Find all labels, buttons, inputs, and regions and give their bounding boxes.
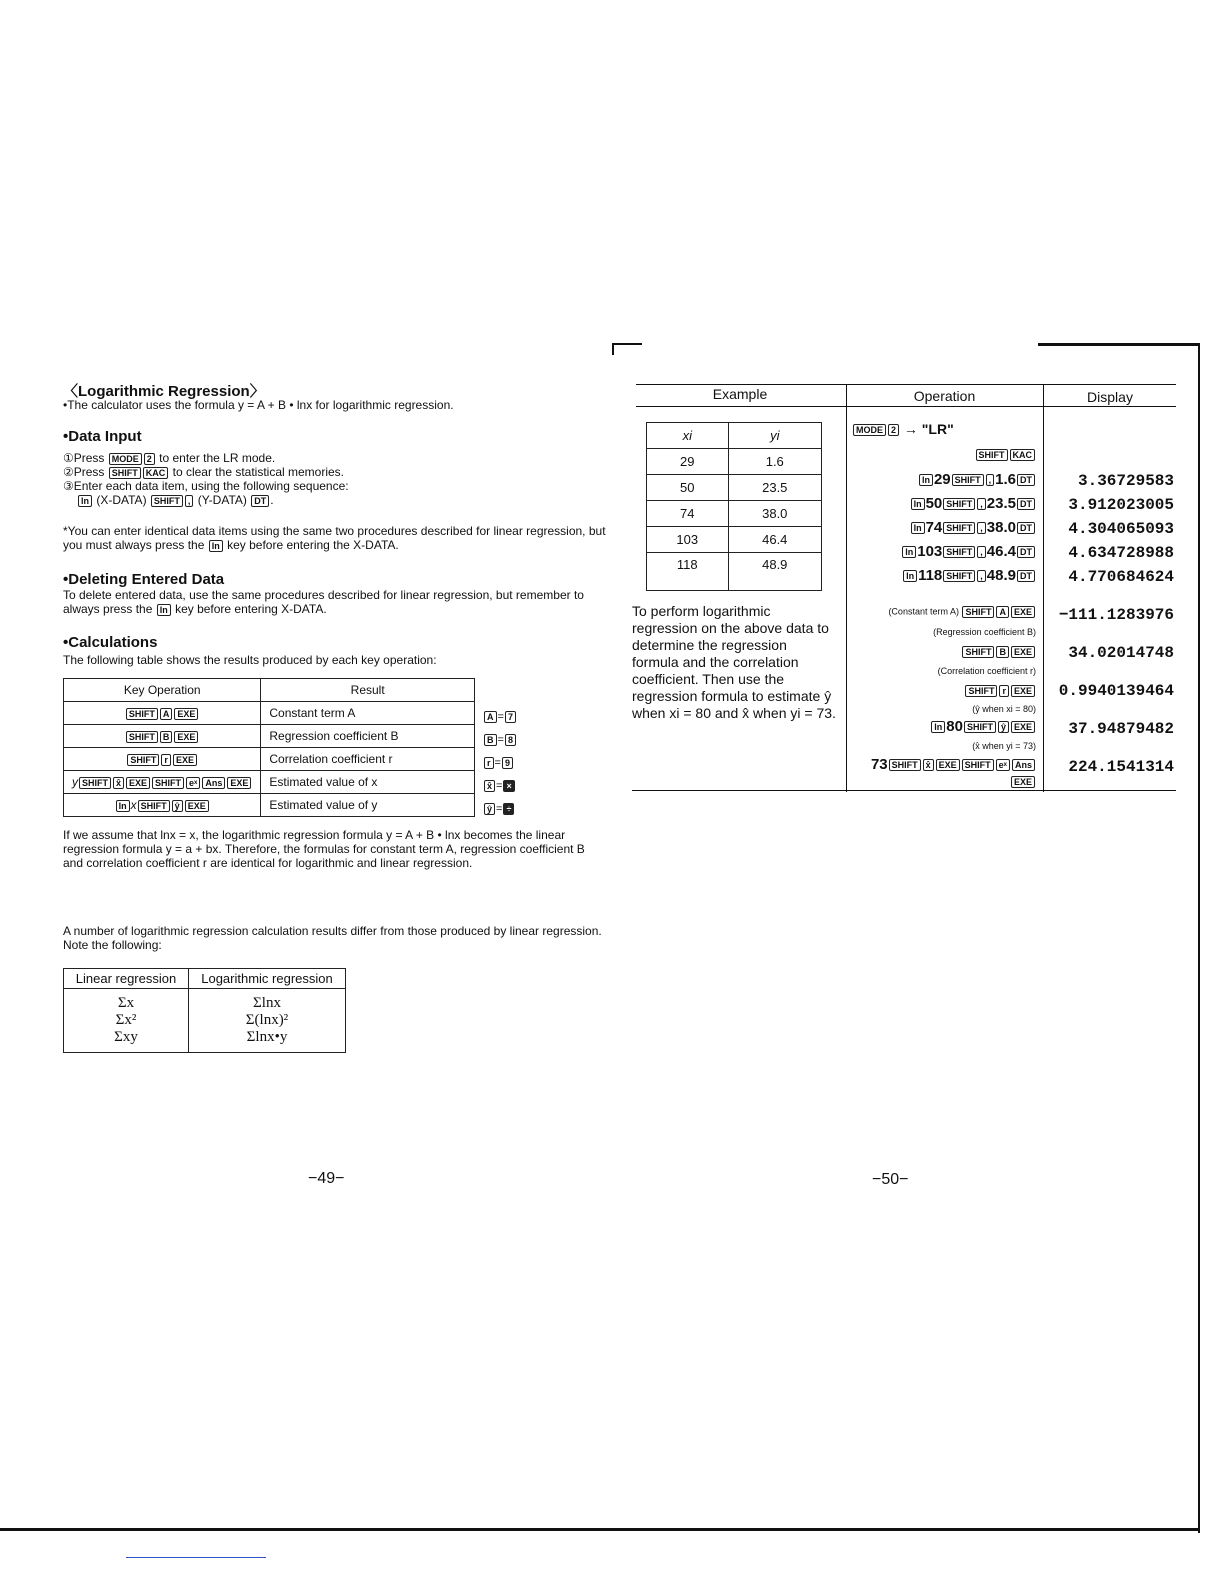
exe-key: EXE [1011, 776, 1035, 788]
b-key: B [996, 646, 1009, 658]
note-text: *You can enter identical data items using the same two procedures described for linear regression, but you must always press the [63, 524, 606, 552]
ln-key: ln [209, 540, 223, 552]
exe-key: EXE [126, 777, 150, 789]
yi-cell: 46.4 [728, 527, 821, 553]
exe-key: EXE [227, 777, 251, 789]
shift-key: SHIFT [79, 777, 111, 789]
exe-key: EXE [1011, 685, 1035, 697]
page-number-right: −50− [872, 1171, 909, 1188]
assume-paragraph: If we assume that lnx = x, the logarithmic regression formula y = A + B • lnx becomes the linear regression formula y = a + bx. Therefore, the formulas for constant term A, regression coefficient B and correlation coefficient r are identical for logarithmic and linear regression. [63, 828, 585, 870]
shift-key: SHIFT [952, 474, 984, 486]
table-row [64, 794, 475, 817]
example-explanation: To perform logarithmic regression on the above data to determine the regression formula and the correlation coefficient. Then use the regression formula to estimate ŷ when xi = 80 and x̂ when yi = 73. [632, 603, 836, 721]
data-input-note [63, 524, 608, 552]
exe-key: EXE [936, 759, 960, 771]
comparison-table [63, 968, 346, 1053]
comma-key: , [977, 498, 986, 510]
key-sequence [64, 725, 261, 748]
y-value: 48.9 [986, 567, 1016, 584]
equals: = [496, 780, 503, 792]
intro-text: •The calculator uses the formula y = A + B • lnx for logarithmic regression. [63, 398, 454, 412]
differ-paragraph: A number of logarithmic regression calculation results differ from those produced by linear regression. Note the following: [63, 924, 602, 952]
y-value: 1.6 [995, 471, 1016, 488]
formula: Σlnx•y [246, 1029, 288, 1045]
eight-key: 8 [505, 734, 516, 746]
corner-mark [612, 343, 642, 345]
nine-key: 9 [502, 757, 513, 769]
xi-cell: 118 [647, 553, 729, 591]
yi-cell: 1.6 [728, 449, 821, 475]
result-cell: Correlation coefficient r [261, 748, 475, 771]
col-xi: xi [647, 423, 729, 449]
log-formulas [189, 989, 346, 1053]
ex-key: eˣ [186, 777, 200, 789]
ans-key: Ans [1012, 759, 1035, 771]
shift-key: SHIFT [964, 721, 996, 733]
table-row [647, 449, 822, 475]
dt-key: DT [1017, 522, 1035, 534]
shift-key: SHIFT [962, 646, 994, 658]
formula: Σx [117, 995, 135, 1011]
divide-key: ÷ [503, 803, 514, 815]
shift-key: SHIFT [976, 449, 1008, 461]
table-row [647, 553, 822, 591]
y-value: 46.4 [986, 543, 1016, 560]
dt-key: DT [1017, 570, 1035, 582]
table-row [647, 501, 822, 527]
result-cell: Estimated value of x [261, 771, 475, 794]
table-row [64, 702, 475, 725]
display-value: 3.912023005 [1068, 496, 1174, 514]
shift-key: SHIFT [151, 495, 183, 507]
a-key: A [996, 606, 1009, 618]
exe-key: EXE [1011, 721, 1035, 733]
xi-cell: 29 [647, 449, 729, 475]
r-key: r [161, 754, 171, 766]
xhat-key: x̂ [923, 759, 934, 771]
table-row [647, 527, 822, 553]
blue-line [126, 1557, 266, 1558]
ln-key: ln [911, 498, 925, 510]
table-row [64, 748, 475, 771]
table-row [64, 771, 475, 794]
deleting-heading: •Deleting Entered Data [63, 571, 225, 588]
shift-key: SHIFT [152, 777, 184, 789]
mode-key: MODE [109, 453, 142, 465]
result-operation [850, 643, 1036, 660]
a-key: A [484, 711, 497, 723]
key-2: 2 [888, 424, 899, 436]
calculations-heading: •Calculations [63, 634, 158, 651]
mode-key: MODE [853, 424, 886, 436]
x-value: 74 [925, 519, 943, 536]
top-rule [1038, 343, 1200, 346]
key-sequence [64, 702, 261, 725]
formula: Σlnx [253, 995, 281, 1011]
ln-key: ln [911, 522, 925, 534]
result-label: (ŷ when xi = 80) [972, 704, 1036, 714]
bottom-rule [632, 790, 1176, 791]
yi-cell: 23.5 [728, 475, 821, 501]
yhat-key: ŷ [998, 721, 1009, 733]
x-value: 103 [917, 543, 943, 560]
col-result: Result [261, 679, 475, 702]
linear-formulas [64, 989, 189, 1053]
display-value: 3.36729583 [1077, 472, 1174, 490]
formula: Σ(lnx)² [245, 1012, 289, 1028]
shift-key: SHIFT [965, 685, 997, 697]
kac-key: KAC [143, 467, 169, 479]
x-var: x [130, 798, 137, 812]
col-key-operation: Key Operation [64, 679, 261, 702]
exe-key: EXE [174, 708, 198, 720]
x-value: 118 [918, 567, 943, 584]
ln-key: ln [931, 721, 945, 733]
x-value: 29 [933, 471, 951, 488]
display-value: 4.304065093 [1068, 520, 1174, 538]
shift-key: SHIFT [889, 759, 921, 771]
xhat-key: x̂ [484, 780, 495, 792]
xhat-key: x̂ [113, 777, 124, 789]
col-logarithmic: Logarithmic regression [189, 969, 346, 989]
dt-key: DT [1017, 498, 1035, 510]
ln-key: ln [919, 474, 933, 486]
result-cell: Constant term A [261, 702, 475, 725]
comma-key: , [185, 495, 194, 507]
equals: = [497, 734, 504, 746]
entry-operation [850, 543, 1036, 560]
result-operation [850, 718, 1036, 735]
deleting-body: To delete entered data, use the same procedures described for linear regression, but remember to always press the [63, 588, 584, 616]
display-value: 0.9940139464 [1058, 682, 1174, 700]
display-value: 34.02014748 [1068, 644, 1174, 662]
entry-operation [850, 519, 1036, 536]
equals: = [496, 803, 503, 815]
display-value: 4.770684624 [1068, 568, 1174, 586]
step2-pre: ②Press [63, 465, 105, 479]
equals: = [494, 757, 501, 769]
y-data-label: (Y-DATA) [197, 493, 247, 507]
ln-key: ln [157, 604, 171, 616]
shift-key: SHIFT [127, 754, 159, 766]
result-label: (Constant term A) [888, 606, 959, 617]
page-number-left: −49− [308, 1170, 345, 1187]
ln-key: ln [78, 495, 92, 507]
bottom-page-rule [0, 1528, 1200, 1531]
equals: = [497, 711, 504, 723]
comma-key: , [986, 474, 995, 486]
deleting-text [63, 588, 608, 616]
data-input-heading: •Data Input [63, 428, 142, 445]
shift-key: SHIFT [962, 759, 994, 771]
input-value: 80 [946, 718, 963, 735]
key-2: 2 [144, 453, 155, 465]
result-label: (Regression coefficient B) [933, 627, 1036, 637]
y-var: y [72, 775, 78, 789]
result-operation [850, 606, 1036, 618]
r-key: r [484, 757, 494, 769]
step2-post: to clear the statistical memories. [172, 465, 345, 479]
dt-key: DT [1017, 546, 1035, 558]
ans-key: Ans [202, 777, 225, 789]
shift-key: SHIFT [943, 546, 975, 558]
xi-cell: 74 [647, 501, 729, 527]
yhat-key: ŷ [484, 803, 495, 815]
ln-key: ln [116, 800, 130, 812]
shift-key: SHIFT [943, 498, 975, 510]
display-value: −111.1283976 [1058, 606, 1174, 624]
col-yi: yi [728, 423, 821, 449]
table-row [647, 475, 822, 501]
header-rule-top [636, 384, 1176, 385]
dt-key: DT [251, 495, 269, 507]
exe-key: EXE [173, 754, 197, 766]
step1-pre: ①Press [63, 451, 105, 465]
seven-key: 7 [505, 711, 516, 723]
kac-key: KAC [1010, 449, 1036, 461]
display-value: 37.94879482 [1068, 720, 1174, 738]
step1-post: to enter the LR mode. [159, 451, 276, 465]
corner-mark [612, 343, 614, 355]
r-key: r [999, 685, 1009, 697]
exe-key: EXE [1011, 646, 1035, 658]
x-data-label: (X-DATA) [96, 493, 147, 507]
table-row [64, 725, 475, 748]
result-operation [850, 682, 1036, 699]
col-linear: Linear regression [64, 969, 189, 989]
yhat-key: ŷ [172, 800, 183, 812]
mode-operation [852, 421, 954, 437]
step3: ③Enter each data item, using the following sequence: [63, 479, 349, 493]
col-operation: Operation [913, 388, 976, 404]
key-sequence [64, 748, 261, 771]
b-key: B [484, 734, 497, 746]
mode-result: → "LR" [903, 421, 954, 437]
entry-operation [850, 495, 1036, 512]
key-equivalents [483, 706, 517, 821]
b-key: B [160, 731, 173, 743]
data-input-steps: ①Press MODE 2 to enter the LR mode. ②Press SHIFT KAC to clear the statistical memories. ③Enter each data item, using the following sequence: ln (X-DATA) SHIFT , (Y-DATA) DT . [63, 451, 603, 507]
section-title: 〈Logarithmic Regression〉 [63, 383, 265, 400]
deleting-end: key before entering X-DATA. [175, 602, 327, 616]
dt-key: DT [1017, 474, 1035, 486]
xy-data-table [646, 422, 822, 591]
shift-key: SHIFT [962, 606, 994, 618]
comma-key: , [977, 546, 986, 558]
comma-key: , [977, 570, 986, 582]
result-label: (Correlation coefficient r) [937, 666, 1036, 676]
shift-key: SHIFT [943, 522, 975, 534]
shift-key: SHIFT [138, 800, 170, 812]
display-value: 224.1541314 [1068, 758, 1174, 776]
input-value: 73 [870, 756, 888, 773]
col-example: Example [712, 386, 768, 402]
shift-key: SHIFT [126, 731, 158, 743]
y-value: 38.0 [986, 519, 1016, 536]
result-label: (x̂ when yi = 73) [972, 741, 1036, 751]
yi-cell: 38.0 [728, 501, 821, 527]
shift-key: SHIFT [126, 708, 158, 720]
formula: Σxy [114, 1029, 138, 1045]
note-end: key before entering the X-DATA. [227, 538, 399, 552]
multiply-key: × [503, 780, 514, 792]
key-sequence [64, 794, 261, 817]
shift-key: SHIFT [943, 570, 975, 582]
formula: Σx² [115, 1012, 137, 1028]
clear-operation [850, 446, 1036, 463]
key-sequence [64, 771, 261, 794]
result-operation [850, 756, 1036, 790]
key-operation-table [63, 678, 475, 817]
display-value: 4.634728988 [1068, 544, 1174, 562]
ln-key: ln [902, 546, 916, 558]
yi-cell: 48.9 [728, 553, 821, 591]
shift-key: SHIFT [109, 467, 141, 479]
column-divider [846, 384, 847, 792]
right-edge-rule [1198, 343, 1200, 1533]
comma-key: , [977, 522, 986, 534]
exe-key: EXE [1011, 606, 1035, 618]
result-cell: Estimated value of y [261, 794, 475, 817]
exe-key: EXE [174, 731, 198, 743]
entry-operation [850, 567, 1036, 584]
exe-key: EXE [185, 800, 209, 812]
xi-cell: 103 [647, 527, 729, 553]
calculations-text: The following table shows the results produced by each key operation: [63, 653, 437, 667]
header-rule-bottom [636, 406, 1176, 407]
result-cell: Regression coefficient B [261, 725, 475, 748]
col-display: Display [1087, 389, 1133, 405]
xi-cell: 50 [647, 475, 729, 501]
entry-operation [850, 471, 1036, 488]
ex-key: eˣ [996, 759, 1010, 771]
column-divider [1043, 384, 1044, 792]
x-value: 50 [925, 495, 943, 512]
a-key: A [160, 708, 173, 720]
y-value: 23.5 [986, 495, 1016, 512]
ln-key: ln [903, 570, 917, 582]
